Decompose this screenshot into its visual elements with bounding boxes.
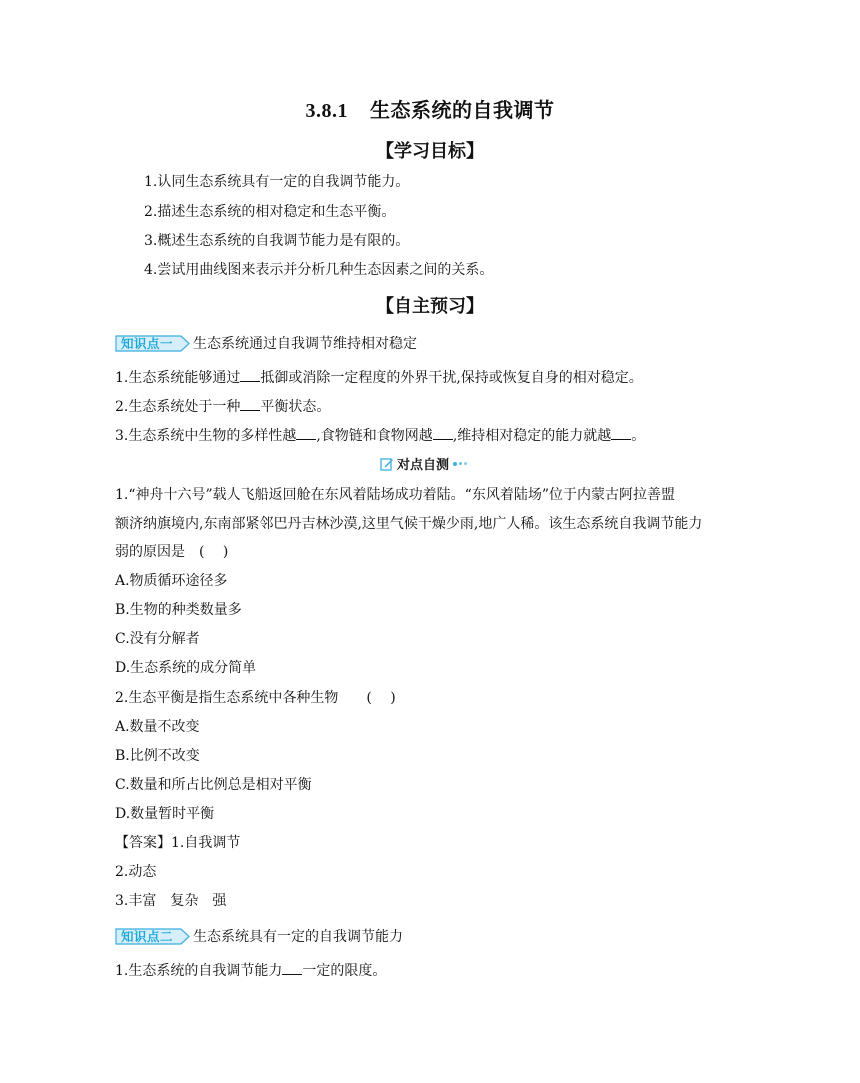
fill-question-1 bbox=[115, 367, 643, 388]
knowledge-tag-label: 知识点一 bbox=[121, 335, 174, 351]
goal-item: 3.概述生态系统的自我调节能力是有限的。 bbox=[144, 233, 410, 249]
answer-line: 【答案】1.自我调节 bbox=[115, 835, 241, 851]
quiz-option[interactable]: A.物质循环途径多 bbox=[115, 573, 228, 589]
selftest-label: 对点自测 bbox=[397, 458, 450, 473]
preview-heading: 【自主预习】 bbox=[376, 296, 484, 317]
section-number: 3.8.1 bbox=[305, 100, 348, 122]
knowledge-point-title: 生态系统通过自我调节维持相对稳定 bbox=[193, 336, 417, 352]
quiz-option[interactable]: B.比例不改变 bbox=[115, 748, 200, 764]
quiz-question-1-line: 额济纳旗境内,东南部紧邻巴丹吉林沙漠,这里气候干燥少雨,地广人稀。该生态系统自我调节能力 bbox=[115, 516, 703, 532]
knowledge-tag-2 bbox=[115, 928, 191, 945]
goal-item: 2.描述生态系统的相对稳定和生态平衡。 bbox=[144, 204, 396, 220]
answer-blank[interactable] bbox=[282, 960, 302, 975]
fill-question-2 bbox=[115, 396, 330, 417]
pencil-icon bbox=[380, 457, 394, 471]
quiz-question-2-stem: 2.生态平衡是指生态系统中各种生物 ( ) bbox=[115, 690, 396, 706]
goal-item: 1.认同生态系统具有一定的自我调节能力。 bbox=[144, 174, 410, 190]
quiz-question-1-line: 弱的原因是 ( ) bbox=[115, 544, 229, 560]
answer-line: 2.动态 bbox=[115, 864, 157, 880]
goals-heading: 【学习目标】 bbox=[376, 141, 484, 162]
fill-question-3 bbox=[115, 425, 645, 446]
quiz-option[interactable]: A.数量不改变 bbox=[115, 719, 200, 735]
question-text: 3.生态系统中生物的多样性越 bbox=[115, 428, 297, 444]
section-title: 生态系统的自我调节 bbox=[370, 98, 555, 122]
selftest-header bbox=[380, 454, 469, 473]
answer-blank[interactable] bbox=[240, 396, 260, 411]
question-text: ,食物链和食物网越 bbox=[316, 428, 433, 444]
decorative-dots-icon bbox=[453, 462, 469, 466]
knowledge-point-2 bbox=[115, 926, 403, 946]
answer-blank[interactable] bbox=[611, 425, 631, 440]
goal-item: 4.尝试用曲线图来表示并分析几种生态因素之间的关系。 bbox=[144, 262, 494, 278]
fill-question-2-1 bbox=[115, 960, 386, 981]
quiz-question-1-line: 1.“神舟十六号”载人飞船返回舱在东风着陆场成功着陆。“东风着陆场”位于内蒙古阿拉善盟 bbox=[115, 487, 675, 503]
quiz-option[interactable]: B.生物的种类数量多 bbox=[115, 602, 242, 618]
page-title bbox=[0, 94, 860, 123]
question-text: 1.生态系统的自我调节能力 bbox=[115, 963, 283, 979]
answer-line: 3.丰富 复杂 强 bbox=[115, 893, 227, 909]
answer-blank[interactable] bbox=[240, 367, 260, 382]
question-text: ,维持相对稳定的能力就越 bbox=[452, 428, 612, 444]
knowledge-point-1 bbox=[115, 333, 417, 353]
question-text: 一定的限度。 bbox=[302, 963, 387, 979]
answer-blank[interactable] bbox=[296, 425, 316, 440]
question-text: 。 bbox=[631, 428, 646, 444]
quiz-option[interactable]: C.没有分解者 bbox=[115, 631, 200, 647]
question-text: 抵御或消除一定程度的外界干扰,保持或恢复自身的相对稳定。 bbox=[260, 370, 643, 386]
knowledge-tag-1 bbox=[115, 335, 191, 352]
quiz-option[interactable]: D.生态系统的成分简单 bbox=[115, 660, 257, 676]
quiz-option[interactable]: D.数量暂时平衡 bbox=[115, 806, 215, 822]
quiz-option[interactable]: C.数量和所占比例总是相对平衡 bbox=[115, 777, 312, 793]
question-text: 平衡状态。 bbox=[260, 399, 331, 415]
knowledge-point-title: 生态系统具有一定的自我调节能力 bbox=[193, 929, 403, 945]
answer-blank[interactable] bbox=[433, 425, 453, 440]
knowledge-tag-label: 知识点二 bbox=[121, 928, 174, 944]
question-text: 2.生态系统处于一种 bbox=[115, 399, 241, 415]
question-text: 1.生态系统能够通过 bbox=[115, 370, 241, 386]
